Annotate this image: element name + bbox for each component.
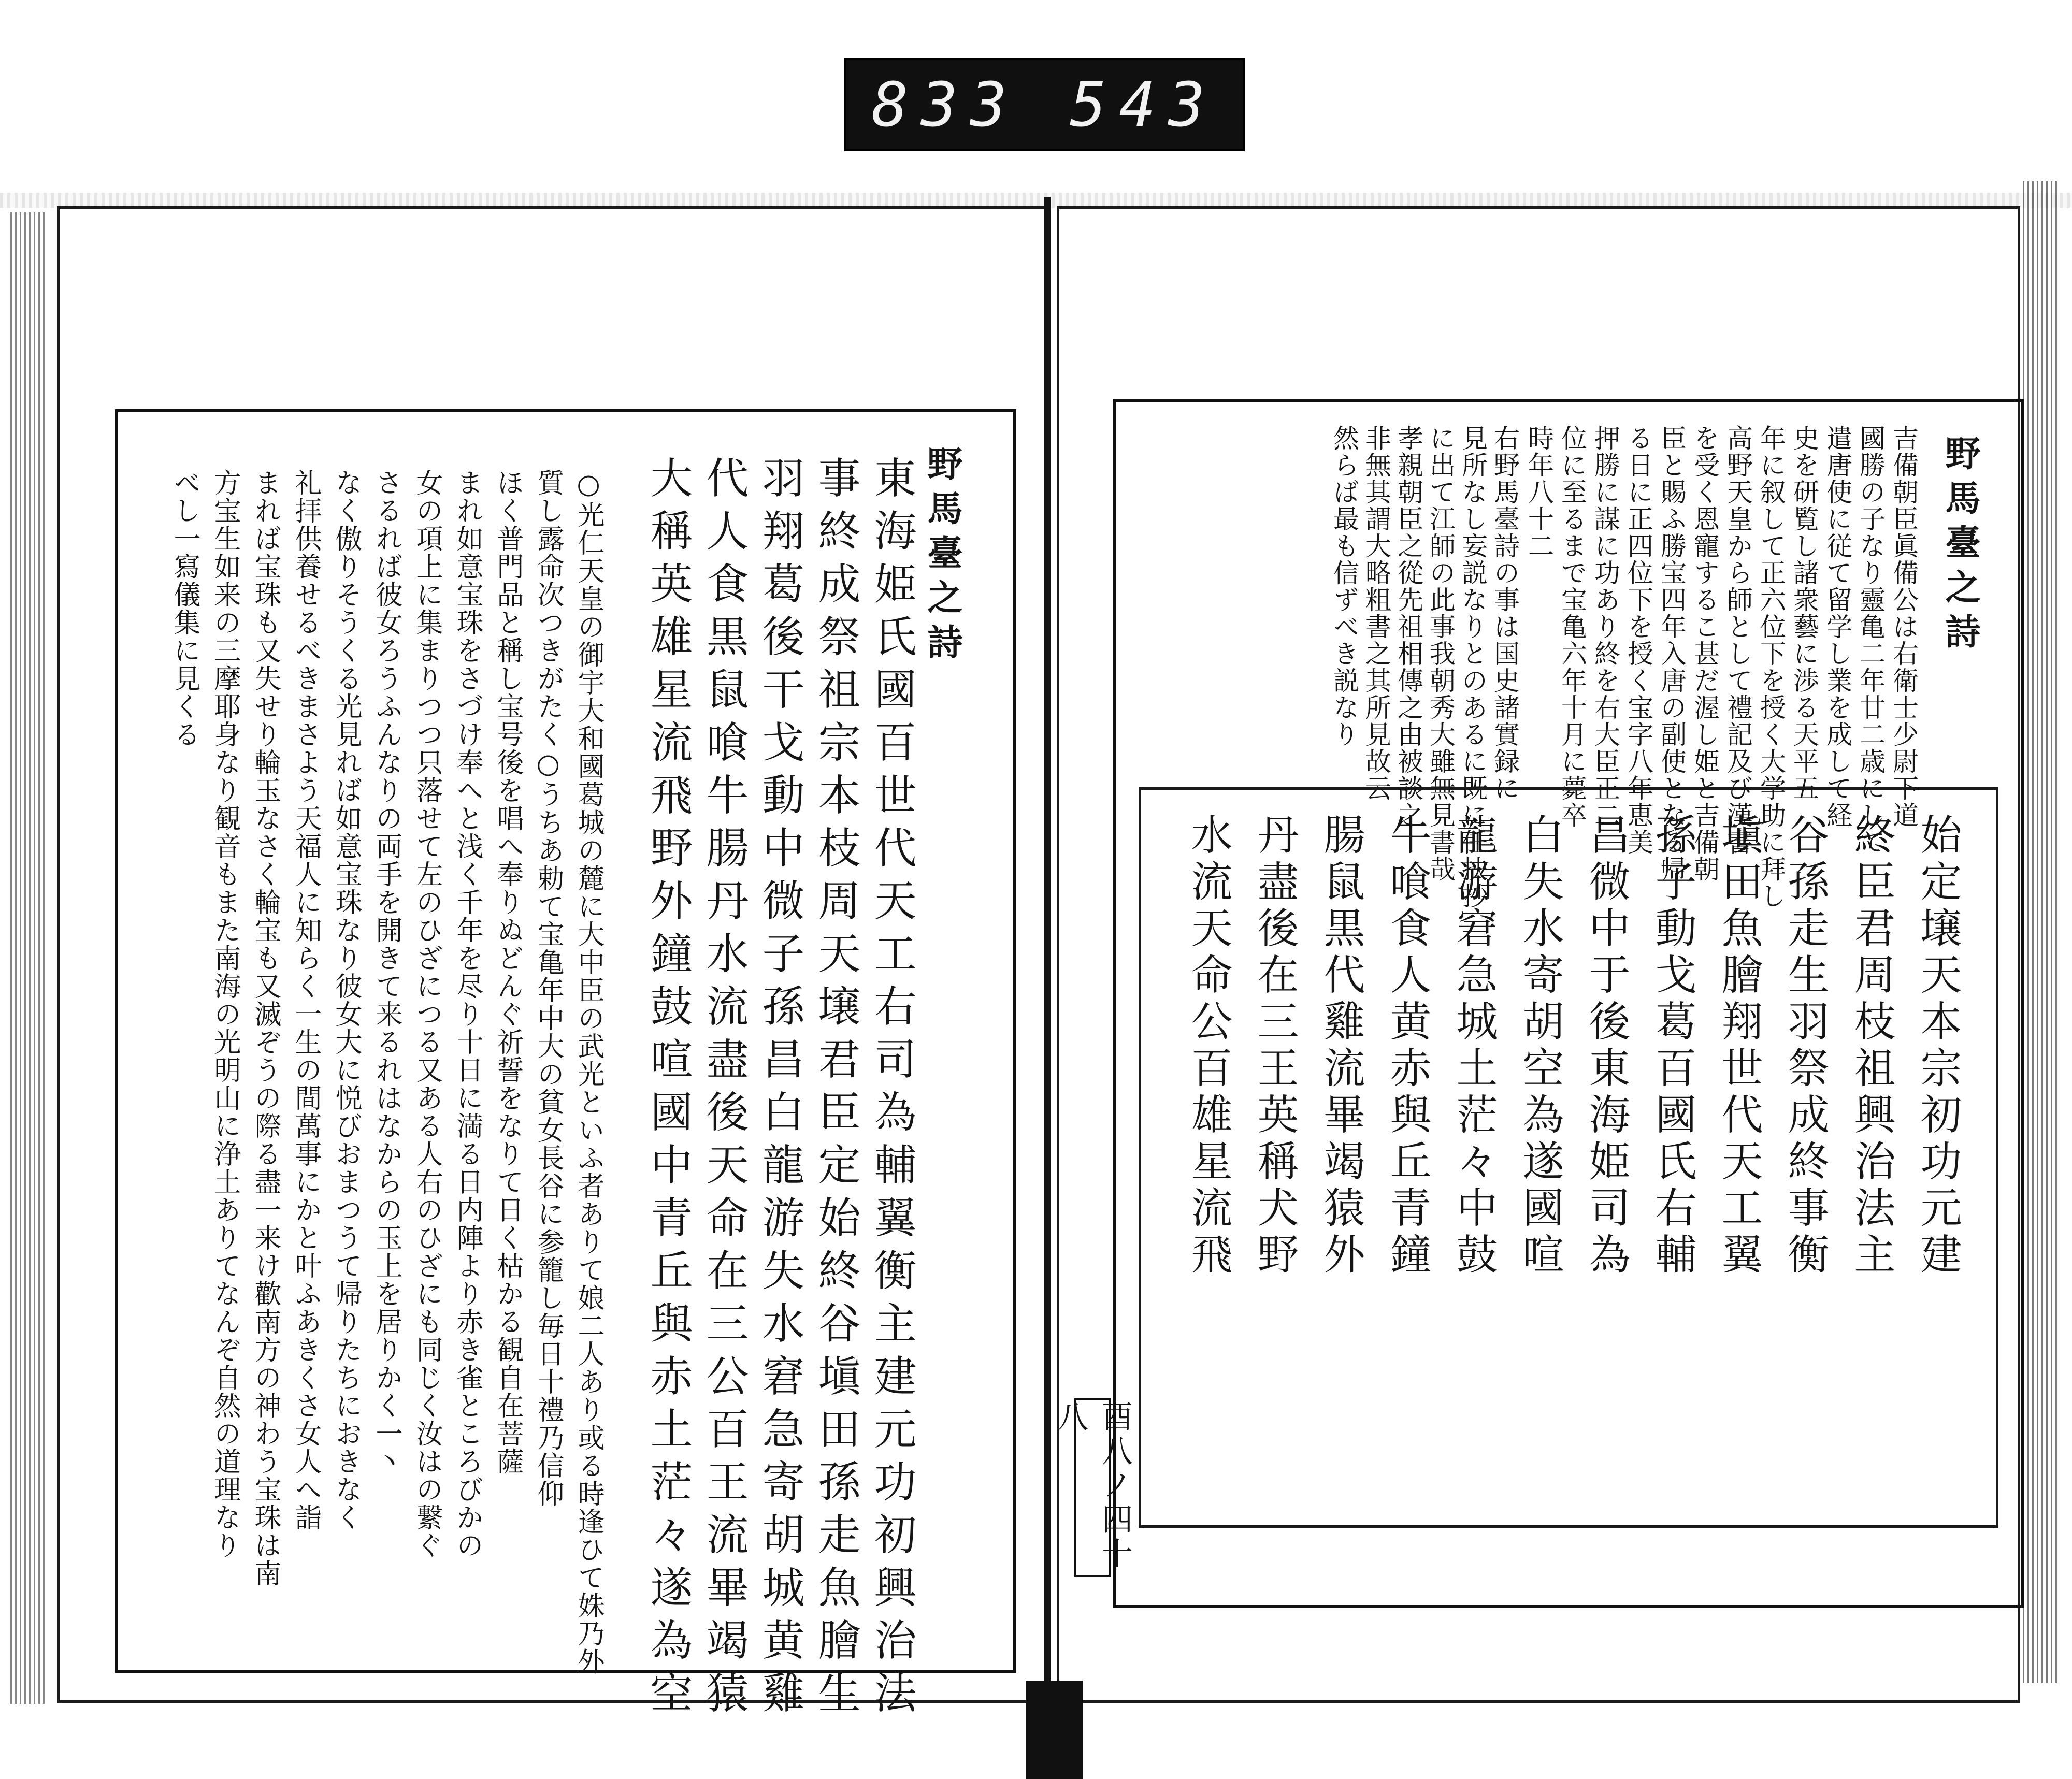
folio-label	[1052, 1398, 1133, 1577]
note-column: 孝親朝臣之從先祖相傳之由被談之	[1393, 425, 1423, 829]
grid-column: 終臣君周枝祖興治法主	[1847, 813, 1895, 1279]
note-column: 非無其謂大略粗書之其所見故云	[1361, 425, 1391, 802]
archive-number-part2: 543	[1070, 69, 1218, 140]
grid-column: 塡田魚膾翔世代天工翼	[1715, 813, 1763, 1279]
poem-column: 事終成祭祖宗本枝周天壌君臣定始終谷塡田孫走魚膾生	[811, 456, 860, 1724]
poem-column: 羽翔葛後干戈動中微子孫昌白龍游失水窘急寄胡城黄雞	[755, 456, 804, 1724]
commentary-column: 質し露命次つきがたく○うちあ勅て宝亀年中大の貧女長谷に参籠し毎日十禮乃信仰	[533, 469, 564, 1508]
intro-column: 年に叙して正六位下を授く大学助に拜し	[1756, 425, 1786, 909]
grid-column: 始定壌天本宗初功元建	[1913, 813, 1962, 1279]
grid-column: 昌微中于後東海姫司為	[1582, 813, 1630, 1279]
grid-column: 谷孫走生羽祭成終事衡	[1781, 813, 1829, 1279]
note-column: 右野馬臺詩の事は国史諸實録に	[1490, 425, 1520, 802]
intro-column: 吉備朝臣眞備公は右衛士少尉下道	[1889, 425, 1919, 829]
commentary-column: まれ如意宝珠をさづけ奉へと浅く千年を尽り十日に満る日内陣より赤き雀ところびかの	[452, 469, 483, 1559]
intro-column: 臣と賜ふ勝宝四年入唐の副使となる帰	[1657, 425, 1687, 883]
note-column: 然らば最も信ずべき説なり	[1329, 425, 1359, 748]
grid-column: 龍游窘急城土茫々中鼓	[1449, 813, 1498, 1279]
commentary-column: 礼拝供養せるべきまさよう天福人に知らく一生の間萬事にかと叶ふあきくさ女人へ詣	[290, 469, 321, 1531]
grid-column: 丹盡後在三王英稱犬野	[1250, 813, 1299, 1279]
grid-column: 水流天命公百雄星流飛	[1184, 813, 1232, 1279]
commentary-column: 方宝生如来の三摩耶身なり観音もまた南海の光明山に浄土ありてなんぞ自然の道理なり	[209, 469, 240, 1559]
commentary-column: まれば宝珠も又失せり輪玉なさく輪宝も又滅ぞうの際る盡一来け歡南方の神わう宝珠は南	[250, 469, 281, 1587]
left-fore-edge	[10, 212, 47, 1704]
grid-column: 牛喰食人黄赤與丘青鐘	[1383, 813, 1431, 1279]
intro-column: を受く恩寵するこ甚だ渥し姫と吉備朝	[1690, 425, 1720, 883]
intro-column: 位に至るまで宝亀六年十月に薨卒	[1557, 425, 1587, 829]
note-column: に出て江師の此事我朝秀大雖無見書哉	[1426, 425, 1456, 883]
intro-column: 國勝の子なり靈亀二年廿二歳にして	[1855, 425, 1886, 856]
grid-column: 白失水寄胡空為遂國喧	[1516, 813, 1564, 1279]
commentary-column: べし一寫儀集に見くる	[169, 469, 200, 748]
commentary-column: さるれば彼女ろうふんなりの両手を開きて来るれはなからの玉上を居りかく一丶	[371, 469, 402, 1476]
commentary-column: ほく普門品と稱し宝号後を唱へ奉りぬどんぐ祈誓をなりて日く枯かる観自在菩薩	[492, 469, 523, 1476]
grid-column: 孫子動戈葛百國氏右輔	[1648, 813, 1696, 1279]
right-fore-edge	[2023, 181, 2059, 1683]
intro-column: る日に正四位下を授く宝字八年恵美	[1623, 425, 1653, 856]
archive-number-plate	[844, 58, 1245, 151]
commentary-column: なく傲りそうくる光見れば如意宝珠なり彼女大に悦びおまつうて帰りたちにおきなく	[330, 469, 362, 1531]
poem-column: 東海姫氏國百世代天工右司為輔翼衡主建元功初興治法	[867, 456, 916, 1724]
note-column: 見所なし妄説なりとのあるに既に任扶抄	[1458, 425, 1488, 909]
left-page-title: 野馬臺之詩	[922, 445, 963, 668]
archive-number-part1: 833	[871, 69, 1019, 140]
intro-column: 押勝に謀に功あり終を右大臣正二	[1590, 425, 1620, 829]
grid-column: 腸鼠黒代雞流畢竭猿外	[1317, 813, 1365, 1279]
intro-column: 遣唐使に従て留学し業を成して経	[1822, 425, 1852, 829]
intro-column: 高野天皇から師として禮記及び漢書	[1723, 425, 1753, 856]
poem-column: 大稱英雄星流飛野外鐘鼓喧國中青丘與赤土茫々遂為空	[643, 456, 693, 1724]
intro-column: 時年八十二	[1524, 425, 1554, 559]
commentary-column: ○光仁天皇の御宇大和國葛城の麓に大中臣の武光といふ者ありて娘二人あり或る時逢ひて姝乃外	[573, 469, 604, 1675]
book-spine-foot	[1026, 1681, 1083, 1779]
folio-label-text: 酉八ノ四十八	[1052, 1400, 1133, 1571]
commentary-column: 女の項上に集まりつつ只落せて左のひざにつる又ある人右のひざにも同じく汝はの繋ぐ	[411, 469, 442, 1559]
intro-column: 史を研覧し諸衆藝に渉る天平五	[1789, 425, 1819, 802]
right-page-title: 野馬臺之詩	[1939, 435, 1981, 658]
poem-column: 代人食黒鼠喰牛腸丹水流盡後天命在三公百王流畢竭猿	[699, 456, 749, 1724]
